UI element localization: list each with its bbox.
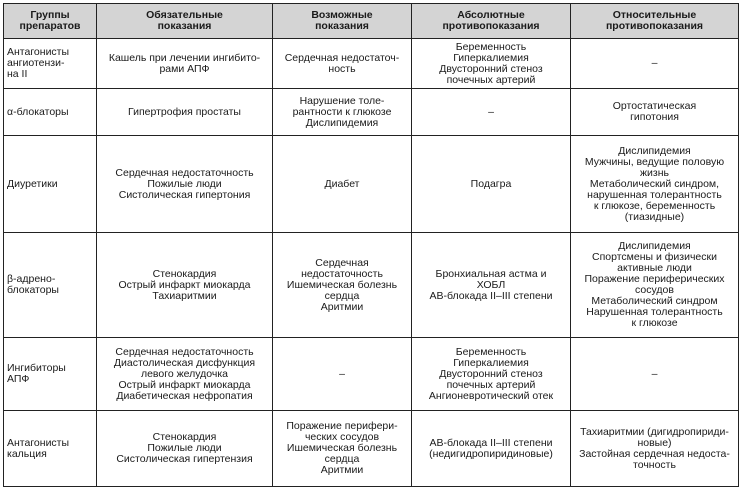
cell-line: рантности к глюкозе <box>292 105 392 118</box>
table-row <box>4 136 739 233</box>
absolute-contraindications <box>412 136 571 233</box>
cell-line: ХОБЛ <box>476 278 506 291</box>
contraindications-table <box>3 3 739 487</box>
cell-line: сердца <box>324 289 360 302</box>
cell-line: Тахиаритмии <box>152 289 217 302</box>
cell-line: – <box>651 367 658 380</box>
cell-line: Дислипидемия <box>305 116 379 129</box>
cell-line: Сердечная <box>315 256 369 269</box>
cell-line: Систолическая гипертония <box>118 188 251 201</box>
header-mandatory <box>97 4 273 39</box>
cell-line: α-блокаторы <box>7 105 69 118</box>
cell-line: ческих сосудов <box>304 431 380 443</box>
cell-line: активные люди <box>617 262 692 274</box>
cell-line: Дислипидемия <box>618 240 691 252</box>
cell-line: нарушенная толерантность <box>587 188 722 201</box>
drug-group <box>4 411 97 487</box>
mandatory-indications <box>97 136 273 233</box>
relative-contraindications <box>571 233 739 338</box>
cell-line: Систолическая гипертензия <box>116 453 253 465</box>
cell-line: почечных артерий <box>446 378 536 391</box>
cell-line: новые) <box>637 436 672 449</box>
cell-line: Аритмии <box>320 464 364 476</box>
possible-indications <box>273 338 412 411</box>
cell-line: Гиперкалиемия <box>453 356 529 369</box>
cell-line: (недигидропиридиновые) <box>429 447 553 460</box>
table-row <box>4 411 739 487</box>
cell-line: на II <box>7 68 28 80</box>
cell-line: Спортсмены и физически <box>592 251 717 263</box>
cell-line: Диабет <box>324 177 360 190</box>
cell-line: гипотония <box>630 111 679 123</box>
cell-line: препаратов <box>19 20 81 32</box>
cell-line: показания <box>157 20 212 32</box>
cell-line: АПФ <box>7 373 30 385</box>
possible-indications <box>273 136 412 233</box>
cell-line: Беременность <box>455 40 527 53</box>
cell-line: Возможные <box>311 9 373 21</box>
cell-line: противопоказания <box>605 20 704 32</box>
cell-line: Поражение периферических <box>584 273 725 285</box>
cell-line: жизнь <box>640 166 669 179</box>
cell-line: Пожилые люди <box>147 177 222 190</box>
cell-line: Застойная сердечная недоста- <box>579 447 730 460</box>
table-row <box>4 39 739 89</box>
cell-line: противопоказания <box>442 20 540 32</box>
cell-line: Дислипидемия <box>618 144 691 157</box>
cell-line: почечных артерий <box>446 73 536 86</box>
absolute-contraindications <box>412 233 571 338</box>
cell-line: к глюкозе <box>631 317 678 329</box>
mandatory-indications <box>97 411 273 487</box>
absolute-contraindications <box>412 89 571 136</box>
cell-line: – <box>488 105 494 118</box>
cell-line: Нарушенная толерантность <box>586 306 723 318</box>
possible-indications <box>273 39 412 89</box>
cell-line: Диуретики <box>7 177 58 190</box>
possible-indications <box>273 89 412 136</box>
cell-line: Острый инфаркт миокарда <box>118 378 251 391</box>
cell-line: Сердечная недостаточность <box>115 166 254 179</box>
cell-line: Острый инфаркт миокарда <box>118 278 251 291</box>
cell-line: кальция <box>7 447 47 460</box>
cell-line: Группы <box>30 9 70 21</box>
table-row <box>4 338 739 411</box>
relative-contraindications <box>571 136 739 233</box>
absolute-contraindications <box>412 411 571 487</box>
cell-line: Сердечная недостаточ- <box>284 51 400 64</box>
cell-line: Стенокардия <box>152 267 217 280</box>
cell-line: – <box>339 367 345 380</box>
cell-line: Двусторонний стеноз <box>439 367 543 380</box>
header-possible <box>273 4 412 39</box>
drug-group <box>4 136 97 233</box>
cell-line: Ишемическая болезнь <box>286 278 398 291</box>
cell-line: Ишемическая болезнь <box>286 442 398 454</box>
cell-line: блокаторы <box>7 284 59 296</box>
cell-line: Диастолическая дисфункция <box>113 356 256 369</box>
drug-group <box>4 89 97 136</box>
drug-group <box>4 39 97 89</box>
cell-line: Метаболический синдром <box>591 295 718 307</box>
relative-contraindications <box>571 39 739 89</box>
drug-group <box>4 338 97 411</box>
cell-line: (тиазидные) <box>624 210 685 223</box>
cell-line: недостаточность <box>301 267 383 280</box>
table-row <box>4 89 739 136</box>
cell-line: Антагонисты <box>7 46 70 58</box>
drug-group <box>4 233 97 338</box>
cell-line: ность <box>328 62 356 75</box>
absolute-contraindications <box>412 39 571 89</box>
table-row <box>4 233 739 338</box>
possible-indications <box>273 411 412 487</box>
cell-line: рами АПФ <box>159 62 210 75</box>
cell-line: Диабетическая нефропатия <box>116 389 253 402</box>
cell-line: Ангионевротический отек <box>428 389 554 402</box>
cell-line: Аритмии <box>320 300 364 313</box>
cell-line: ангиотензи- <box>7 57 65 69</box>
mandatory-indications <box>97 89 273 136</box>
cell-line: Поражение перифери- <box>286 420 398 432</box>
cell-line: Антагонисты <box>7 436 70 449</box>
cell-line: Двусторонний стеноз <box>439 62 543 75</box>
cell-line: – <box>651 57 658 69</box>
cell-line: АВ-блокада II–III степени <box>429 436 553 449</box>
cell-line: Ингибиторы <box>7 362 66 374</box>
cell-line: Обязательные <box>146 9 223 21</box>
cell-line: Гипертрофия простаты <box>128 105 241 118</box>
cell-line: левого желудочка <box>140 367 229 380</box>
cell-line: Стенокардия <box>152 431 217 443</box>
header-relative <box>571 4 739 39</box>
cell-line: Кашель при лечении ингибито- <box>108 51 261 64</box>
cell-line: Относительные <box>612 9 697 21</box>
relative-contraindications <box>571 338 739 411</box>
cell-line: Ортостатическая <box>612 100 697 112</box>
cell-line: Гиперкалиемия <box>453 51 529 64</box>
cell-line: Сердечная недостаточность <box>115 345 254 358</box>
cell-line: Бронхиальная астма и <box>435 267 547 280</box>
cell-line: сосудов <box>635 284 674 296</box>
cell-line: точность <box>633 458 676 471</box>
cell-line: Пожилые люди <box>147 442 222 454</box>
absolute-contraindications <box>412 338 571 411</box>
header-groups <box>4 4 97 39</box>
mandatory-indications <box>97 233 273 338</box>
cell-line: Подагра <box>470 177 512 190</box>
cell-line: Тахиаритмии (дигидропириди- <box>580 425 729 438</box>
cell-line: Нарушение толе- <box>299 94 385 107</box>
mandatory-indications <box>97 39 273 89</box>
cell-line: сердца <box>324 453 360 465</box>
cell-line: АВ-блокада II–III степени <box>429 289 553 302</box>
cell-line: Абсолютные <box>457 9 525 21</box>
cell-line: показания <box>315 20 369 32</box>
cell-line: β-адрено- <box>7 273 56 285</box>
cell-line: Беременность <box>455 345 527 358</box>
possible-indications <box>273 233 412 338</box>
header-absolute <box>412 4 571 39</box>
mandatory-indications <box>97 338 273 411</box>
cell-line: Метаболический синдром, <box>589 177 720 190</box>
cell-line: Мужчины, ведущие половую <box>584 155 725 168</box>
cell-line: к глюкозе, беременность <box>593 199 716 212</box>
relative-contraindications <box>571 89 739 136</box>
header-row <box>4 4 739 39</box>
relative-contraindications <box>571 411 739 487</box>
